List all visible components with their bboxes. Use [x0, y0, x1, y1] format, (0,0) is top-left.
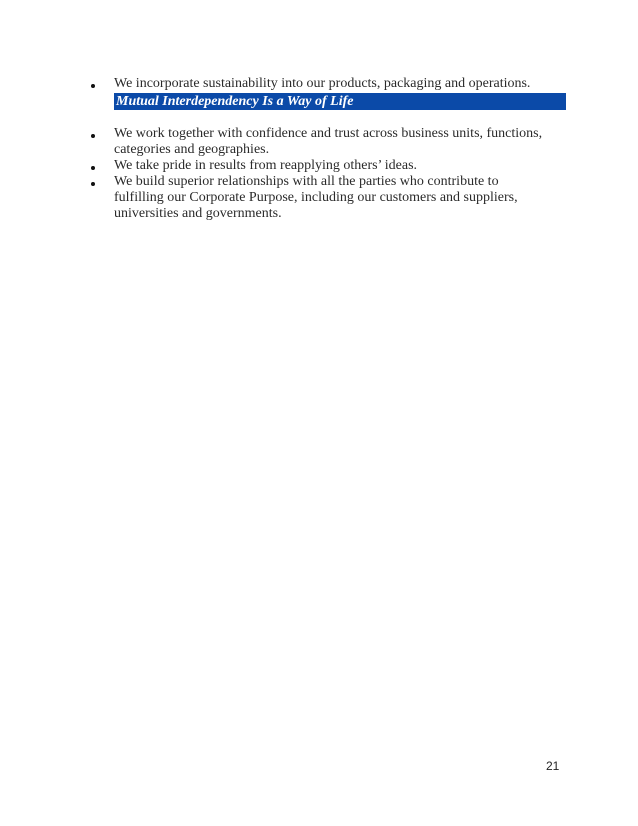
- bullet-item: [88, 174, 568, 222]
- bullet-item: [88, 76, 568, 92]
- bullet-icon: [88, 126, 114, 142]
- bullet-icon: [88, 158, 114, 174]
- bullet-text: We incorporate sustainability into our products, packaging and operations.: [114, 76, 531, 91]
- bullet-icon: [88, 76, 114, 92]
- bullet-text: We take pride in results from reapplying others’ ideas.: [114, 158, 418, 173]
- bullet-item: [88, 158, 568, 174]
- bullet-text: We build superior relationships with all the parties who contribute to fulfilling our Corporate Purpose, including our customers and suppliers, universities and governments.: [114, 174, 518, 221]
- page-number: 21: [546, 759, 560, 773]
- bullet-icon: [88, 174, 114, 190]
- section-heading: Mutual Interdependency Is a Way of Life: [116, 94, 354, 109]
- bullet-item: [88, 126, 568, 158]
- bullet-text: We work together with confidence and trust across business units, functions, categories and geographies.: [114, 126, 543, 157]
